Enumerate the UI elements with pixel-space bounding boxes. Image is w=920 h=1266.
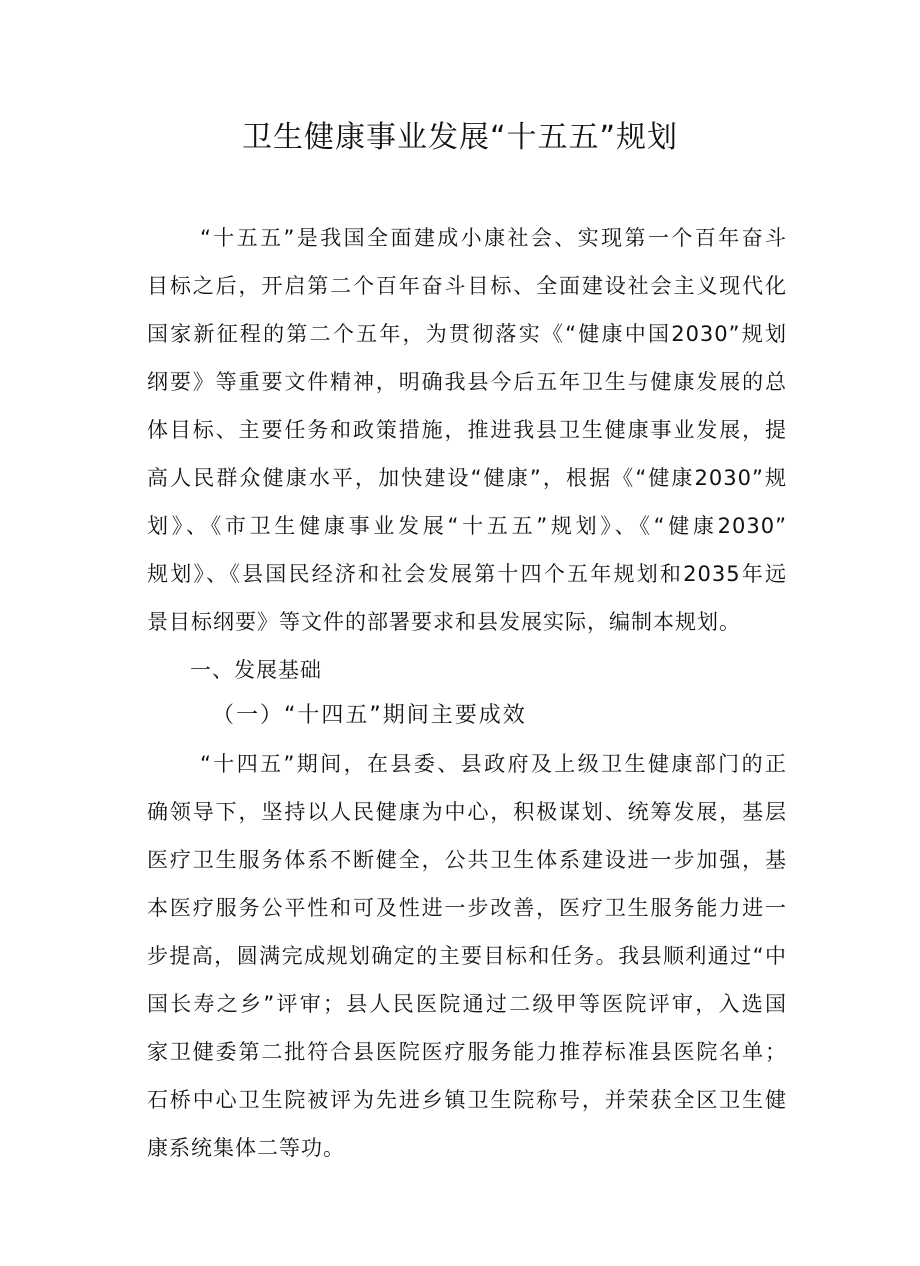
paragraph-line: 规划》、《县国民经济和社会发展第十四个五年规划和2035年远 bbox=[147, 562, 787, 586]
paragraph-line: 医疗卫生服务体系不断健全，公共卫生体系建设进一步加强，基 bbox=[147, 848, 787, 872]
paragraph-line: 本医疗服务公平性和可及性进一步改善，医疗卫生服务能力进一 bbox=[147, 896, 787, 920]
paragraph-line: 国长寿之乡”评审；县人民医院通过二级甲等医院评审，入选国 bbox=[147, 992, 787, 1016]
paragraph-line: “十五五”是我国全面建成小康社会、实现第一个百年奋斗 bbox=[200, 226, 787, 250]
subsection-heading: （一）“十四五”期间主要成效 bbox=[212, 703, 527, 728]
paragraph-line: 景目标纲要》等文件的部署要求和县发展实际，编制本规划。 bbox=[147, 610, 741, 634]
paragraph-line: 家卫健委第二批符合县医院医疗服务能力推荐标准县医院名单； bbox=[147, 1040, 787, 1064]
paragraph-line: 国家新征程的第二个五年，为贯彻落实《“健康中国2030”规划 bbox=[147, 322, 787, 346]
paragraph-line: 步提高，圆满完成规划确定的主要目标和任务。我县顺利通过“中 bbox=[147, 944, 787, 968]
paragraph-line: 划》、《市卫生健康事业发展“十五五”规划》、《“健康2030” bbox=[147, 514, 787, 538]
paragraph-line: 石桥中心卫生院被评为先进乡镇卫生院称号，并荣获全区卫生健 bbox=[147, 1088, 787, 1112]
document-title: 卫生健康事业发展“十五五”规划 bbox=[241, 120, 679, 155]
paragraph-line: 纲要》等重要文件精神，明确我县今后五年卫生与健康发展的总 bbox=[147, 370, 787, 394]
paragraph-line: 体目标、主要任务和政策措施，推进我县卫生健康事业发展，提 bbox=[147, 418, 787, 442]
paragraph-line: 目标之后，开启第二个百年奋斗目标、全面建设社会主义现代化 bbox=[147, 274, 787, 298]
paragraph-line: 确领导下，坚持以人民健康为中心，积极谋划、统筹发展，基层 bbox=[147, 800, 787, 824]
paragraph-line: “十四五”期间，在县委、县政府及上级卫生健康部门的正 bbox=[200, 752, 787, 776]
paragraph-line: 康系统集体二等功。 bbox=[147, 1136, 345, 1160]
paragraph-line: 高人民群众健康水平，加快建设“健康”，根据《“健康2030”规 bbox=[147, 466, 787, 490]
section-heading: 一、发展基础 bbox=[190, 658, 322, 682]
